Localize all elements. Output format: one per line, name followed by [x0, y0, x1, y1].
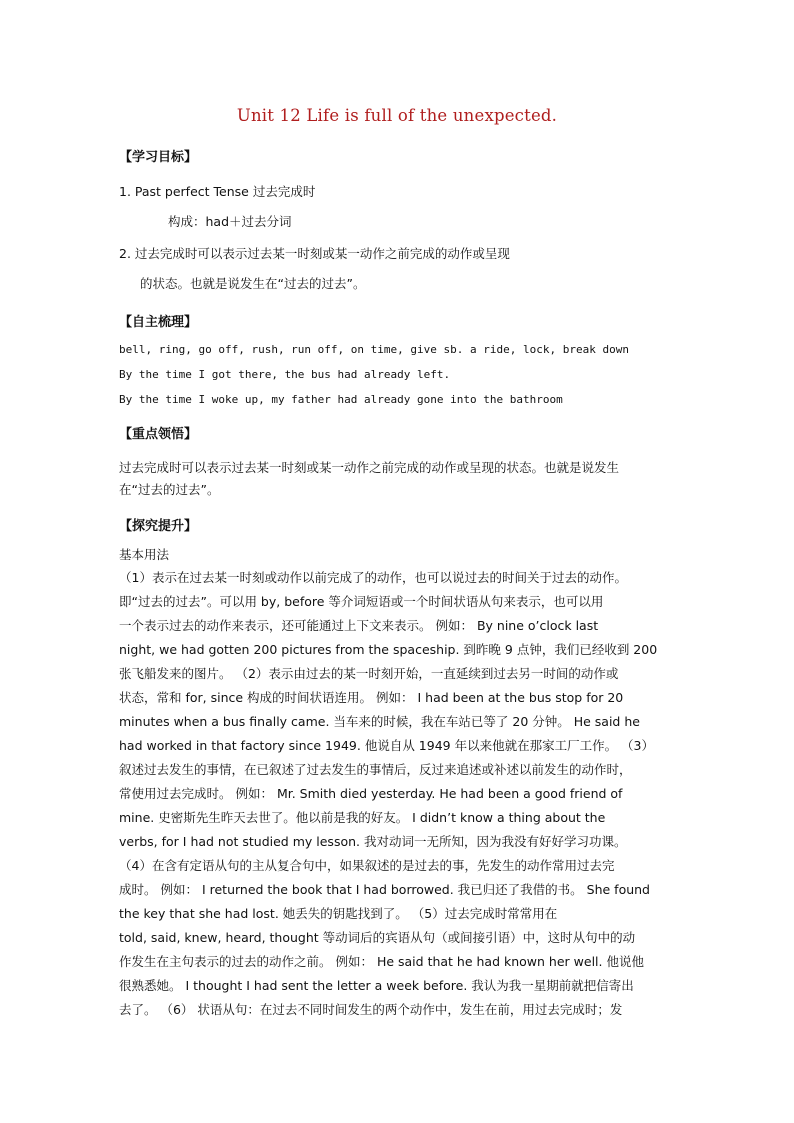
example-sentence-1: By the time I got there, the bus had already left.: [119, 368, 451, 381]
explore-line: 常使用过去完成时。 例如： Mr. Smith died yesterday. He had been a good friend of: [119, 786, 623, 801]
explore-line: 张飞船发来的图片。 （2）表示由过去的某一时刻开始，一直延续到过去另一时间的动作或: [119, 666, 619, 681]
key-points-heading: 【重点领悟】: [119, 427, 198, 442]
key-point-line-1: 过去完成时可以表示过去某一时刻或某一动作之前完成的动作或呈现的状态。也就是说发生: [119, 460, 620, 475]
explore-line: night, we had gotten 200 pictures from the spaceship. 到昨晚 9 点钟，我们已经收到 200: [119, 642, 658, 657]
explore-line: 很熟悉她。 I thought I had sent the letter a week before. 我认为我一星期前就把信寄出: [119, 978, 634, 993]
explore-line: the key that she had lost. 她丢失的钥匙找到了。 （5）过去完成时常常用在: [119, 906, 558, 921]
goal-2-line-1: 2. 过去完成时可以表示过去某一时刻或某一动作之前完成的动作或呈现: [119, 246, 510, 261]
explore-line: had worked in that factory since 1949. 他说自从 1949 年以来他就在那家工厂工作。 （3）: [119, 738, 654, 753]
explore-line: 即“过去的过去”。可以用 by, before 等介词短语或一个时间状语从句来表示，也可以用: [119, 594, 604, 609]
self-study-heading: 【自主梳理】: [119, 315, 198, 330]
explore-line: 作发生在主句表示的过去的动作之前。 例如： He said that he had known her well. 他说他: [119, 954, 644, 969]
explore-line: 成时。 例如： I returned the book that I had borrowed. 我已归还了我借的书。 She found: [119, 882, 650, 897]
explore-line: minutes when a bus finally came. 当车来的时候，我在车站已等了 20 分钟。 He said he: [119, 714, 640, 729]
key-point-line-2: 在“过去的过去”。: [119, 482, 220, 497]
explore-line: 去了。 （6） 状语从句：在过去不同时间发生的两个动作中，发生在前，用过去完成时；发: [119, 1002, 623, 1017]
explore-line: mine. 史密斯先生昨天去世了。他以前是我的好友。 I didn’t know a thing about the: [119, 810, 606, 825]
goal-2-line-2: 的状态。也就是说发生在“过去的过去”。: [140, 276, 366, 291]
explore-line: 叙述过去发生的事情，在已叙述了过去发生的事情后，反过来追述或补述以前发生的动作时，: [119, 762, 632, 777]
explore-line: （4）在含有定语从句的主从复合句中，如果叙述的是过去的事，先发生的动作常用过去完: [119, 858, 615, 873]
explore-line: told, said, knew, heard, thought 等动词后的宾语从句（或间接引语）中，这时从句中的动: [119, 930, 636, 945]
explore-line: verbs, for I had not studied my lesson. 我对动词一无所知，因为我没有好好学习功课。: [119, 834, 627, 849]
basic-usage-label: 基本用法: [119, 547, 170, 562]
vocabulary-line: bell, ring, go off, rush, run off, on time, give sb. a ride, lock, break down: [119, 343, 629, 356]
example-sentence-2: By the time I woke up, my father had already gone into the bathroom: [119, 393, 563, 406]
goal-1: 1. Past perfect Tense 过去完成时: [119, 184, 316, 199]
explore-line: 一个表示过去的动作来表示，还可能通过上下文来表示。 例如： By nine o’clock last: [119, 618, 599, 633]
explore-line: （1）表示在过去某一时刻或动作以前完成了的动作，也可以说过去的时间关于过去的动作。: [119, 570, 627, 585]
explore-heading: 【探究提升】: [119, 519, 198, 534]
goals-heading: 【学习目标】: [119, 150, 198, 165]
document-title: Unit 12 Life is full of the unexpected.: [236, 106, 558, 125]
goal-1-formula: 构成：had＋过去分词: [168, 214, 292, 229]
explore-line: 状态，常和 for, since 构成的时间状语连用。 例如： I had been at the bus stop for 20: [119, 690, 624, 705]
